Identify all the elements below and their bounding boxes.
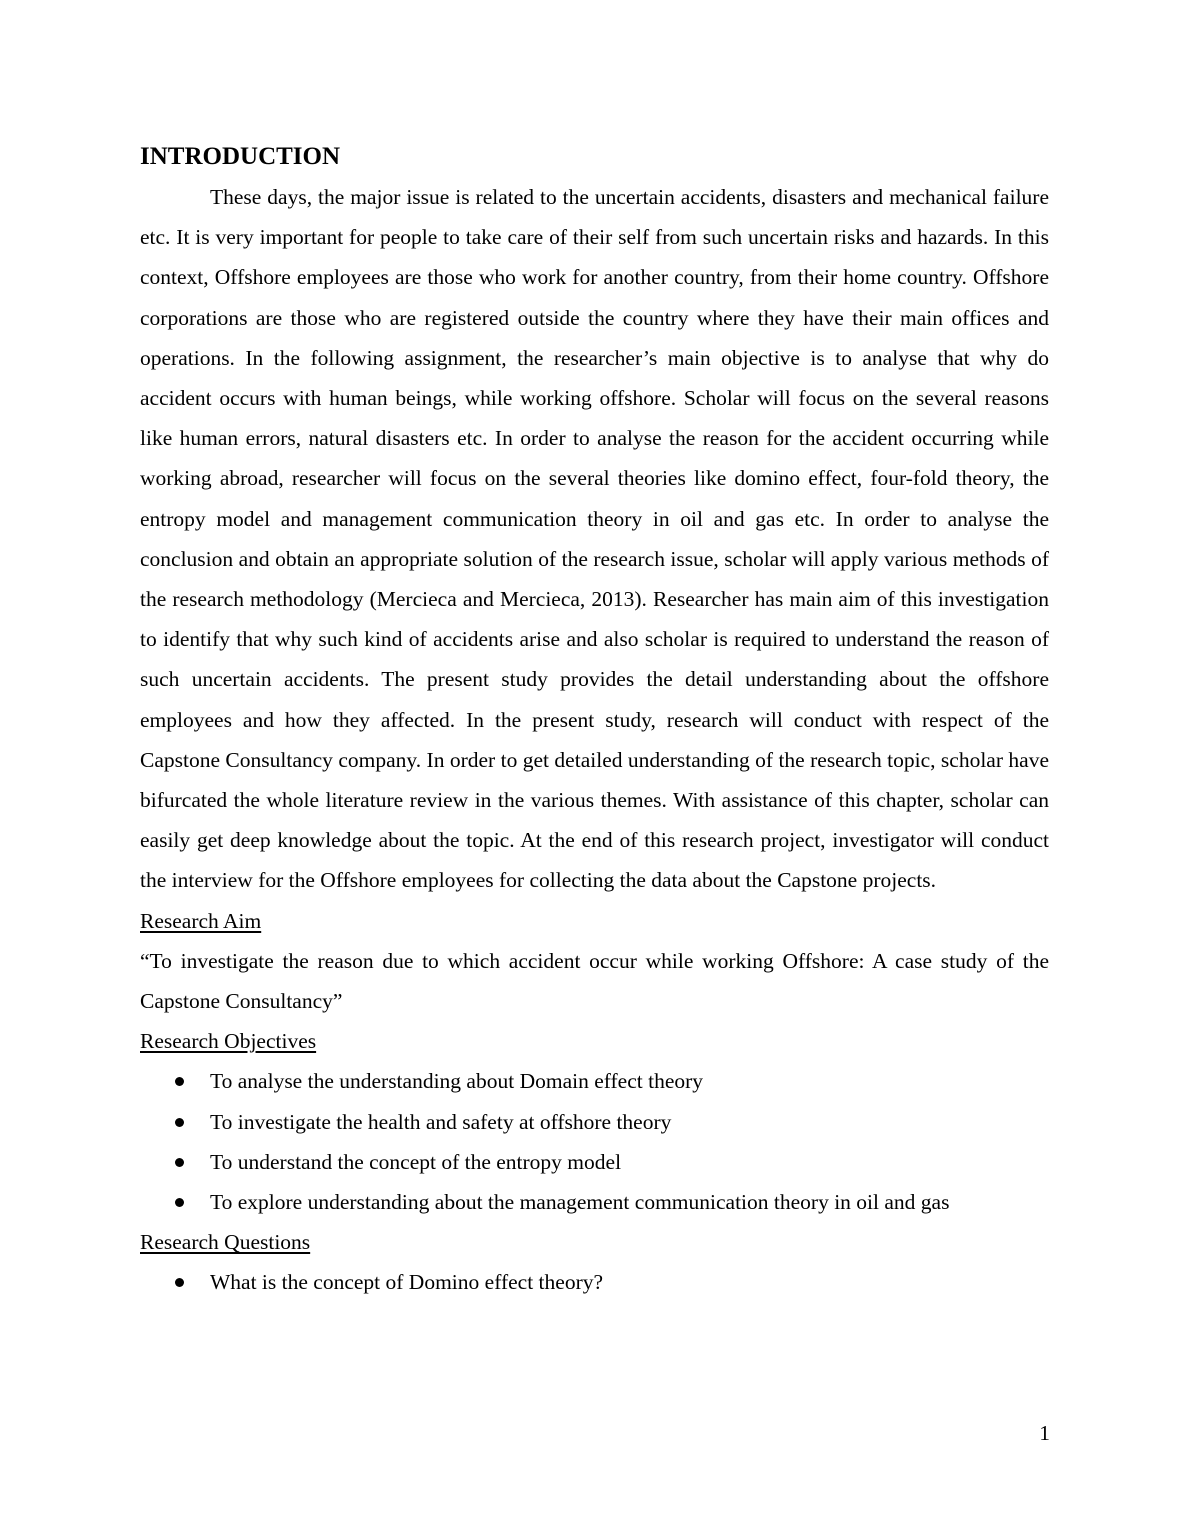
section-heading: INTRODUCTION (140, 143, 341, 170)
list-item-text: To investigate the health and safety at offshore theory (210, 1109, 672, 1134)
research-aim-title: Research Aim (140, 908, 262, 933)
bullet-icon (175, 1118, 184, 1127)
research-questions-list (140, 1262, 1049, 1302)
list-item-text: What is the concept of Domino effect theory? (210, 1270, 604, 1295)
list-item-text: To analyse the understanding about Domain effect theory (210, 1069, 704, 1094)
research-objectives-title: Research Objectives (140, 1029, 317, 1054)
list-item-text: To understand the concept of the entropy model (210, 1149, 622, 1174)
intro-paragraph: These days, the major issue is related to the uncertain accidents, disasters and mechanical failure etc. It is very important for people to take care of their self from such uncertain risks and hazards. In this context, Offshore employees are those who work for another country, from their home country. Offshore corporations are those who are registered outside the country where they have their main offices and operations. In the following assignment, the researcher’s main objective is to analyse that why do accident occurs with human beings, while working offshore. Scholar will focus on the several reasons like human errors, natural disasters etc. In order to analyse the reason for the accident occurring while working abroad, researcher will focus on the several theories like domino effect, four-fold theory, the entropy model and management communication theory in oil and gas etc. In order to analyse the conclusion and obtain an appropriate solution of the research issue, scholar will apply various methods of the research methodology (Mercieca and Mercieca, 2013). Researcher has main aim of this investigation to identify that why such kind of accidents arise and also scholar is required to understand the reason of such uncertain accidents. The present study provides the detail understanding about the offshore employees and how they affected. In the present study, research will conduct with respect of the Capstone Consultancy company. In order to get detailed understanding of the research topic, scholar have bifurcated the whole literature review in the various themes. With assistance of this chapter, scholar can easily get deep knowledge about the topic. At the end of this research project, investigator will conduct the interview for the Offshore employees for collecting the data about the Capstone projects. (140, 185, 1049, 893)
page-content (140, 137, 1049, 1303)
bullet-icon (175, 1158, 184, 1167)
list-item (210, 1142, 1049, 1182)
list-item-text: To explore understanding about the management communication theory in oil and gas (210, 1190, 950, 1215)
list-item (210, 1061, 1049, 1101)
bullet-icon (175, 1077, 184, 1086)
bullet-icon (175, 1278, 184, 1287)
research-aim-text: “To investigate the reason due to which accident occur while working Offshore: A case study of the Capstone Consultancy” (140, 948, 1049, 1014)
research-questions-title: Research Questions (140, 1230, 311, 1255)
page-number: 1 (1039, 1421, 1050, 1445)
list-item (210, 1182, 1049, 1222)
list-item (210, 1262, 1049, 1302)
research-objectives-list (140, 1061, 1049, 1222)
list-item (210, 1102, 1049, 1142)
bullet-icon (175, 1198, 184, 1207)
